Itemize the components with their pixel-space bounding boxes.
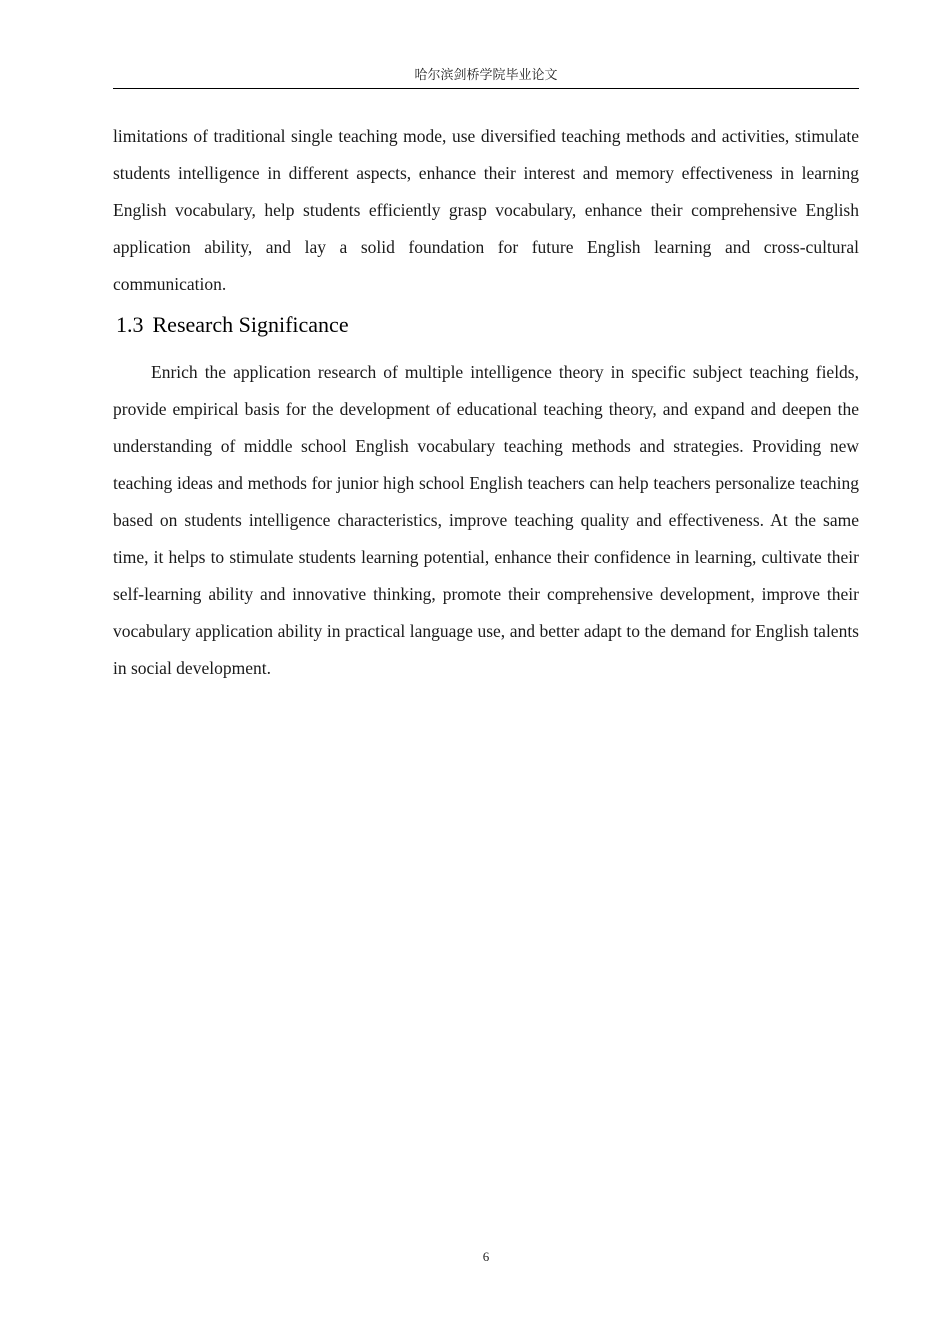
header-rule bbox=[113, 88, 859, 89]
running-header: 哈尔滨剑桥学院毕业论文 bbox=[414, 67, 558, 82]
page-number: 6 bbox=[482, 1249, 490, 1264]
section-body bbox=[113, 354, 859, 687]
continued-paragraph: limitations of traditional single teaching mode, use diversified teaching methods and activities, stimulate students intelligence in different aspects, enhance their interest and memory effectiveness in learning English vocabulary, help students efficiently grasp vocabulary, enhance their comprehensive English application ability, and lay a solid foundation for future English learning and cross-cultural communication. bbox=[113, 126, 859, 294]
section-title: Research Significance bbox=[152, 312, 349, 337]
section-number: 1.3 bbox=[116, 312, 144, 337]
section-heading bbox=[116, 309, 349, 341]
continued-paragraph-block bbox=[113, 118, 859, 303]
section-paragraph: Enrich the application research of multiple intelligence theory in specific subject teaching fields, provide empirical basis for the development of educational teaching theory, and expand and deepen the understanding of middle school English vocabulary teaching methods and strategies. Providing new teaching ideas and methods for junior high school English teachers can help teachers personalize teaching based on students intelligence characteristics, improve teaching quality and effectiveness. At the same time, it helps to stimulate students learning potential, enhance their confidence in learning, cultivate their self-learning ability and innovative thinking, promote their comprehensive development, improve their vocabulary application ability in practical language use, and better adapt to the demand for English talents in social development. bbox=[113, 362, 859, 678]
